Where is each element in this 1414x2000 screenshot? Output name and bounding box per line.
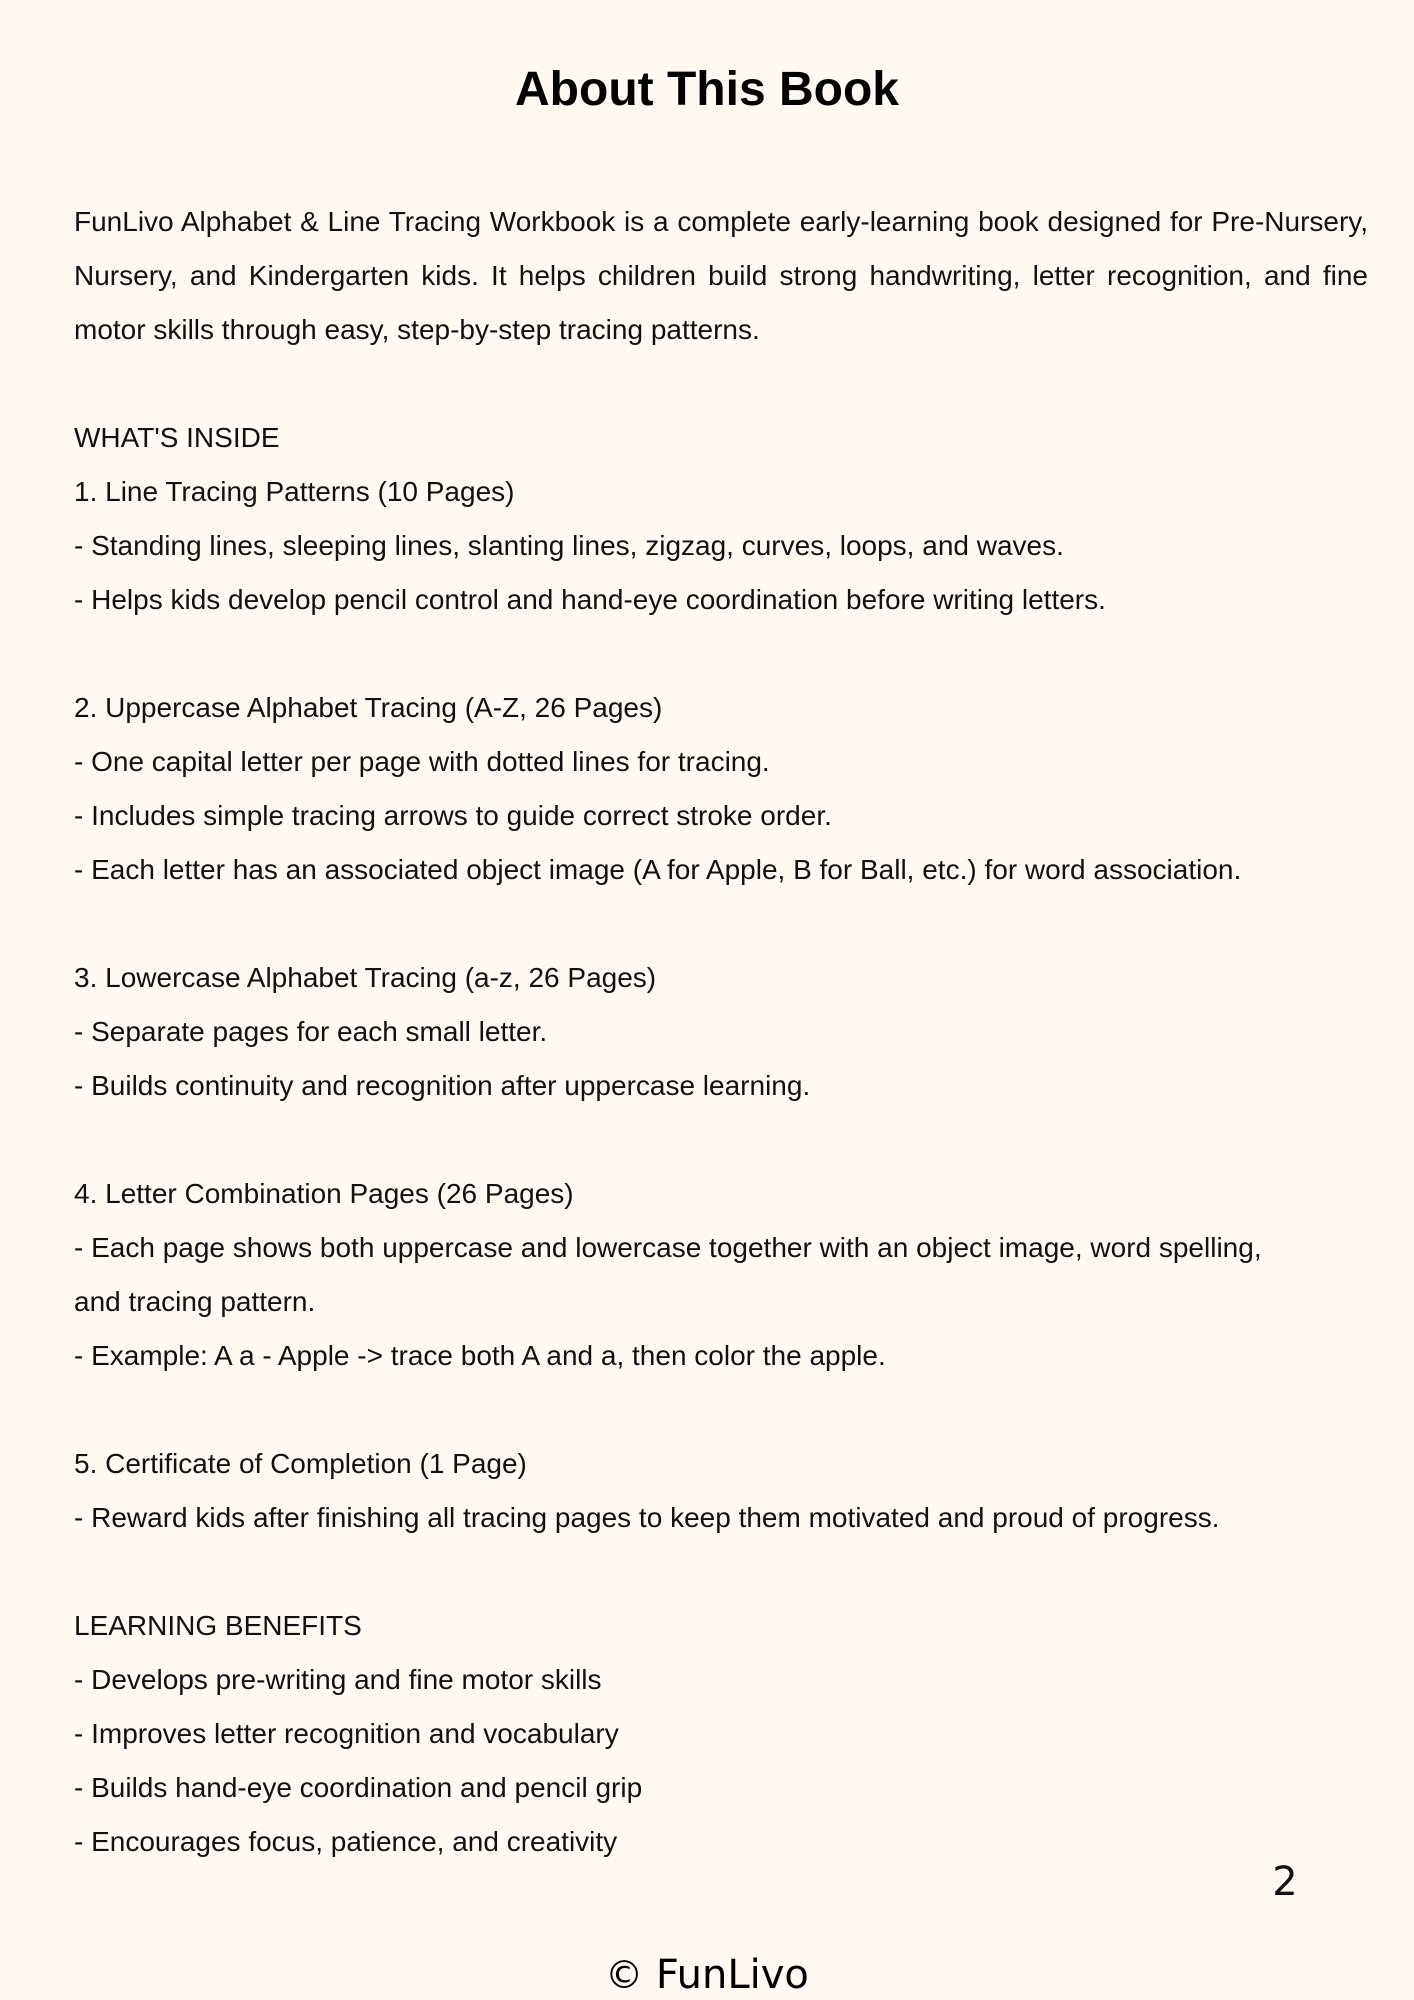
section-line: - Helps kids develop pencil control and hand-eye coordination before writing letters. (74, 584, 1106, 615)
section-letter-combination (74, 1167, 1368, 1383)
page-title: About This Book (515, 63, 899, 116)
page-content (74, 195, 1368, 1869)
section-title: 2. Uppercase Alphabet Tracing (A-Z, 26 Pages) (74, 692, 663, 723)
section-title: 3. Lowercase Alphabet Tracing (a-z, 26 Pages) (74, 962, 657, 993)
section-line: and tracing pattern. (74, 1286, 316, 1317)
section-line: - Each letter has an associated object image (A for Apple, B for Ball, etc.) for word association. (74, 854, 1242, 885)
section-line: - Standing lines, sleeping lines, slanting lines, zigzag, curves, loops, and waves. (74, 530, 1064, 561)
benefit-item: - Encourages focus, patience, and creativity (74, 1826, 618, 1857)
learning-benefits-section (74, 1599, 1368, 1869)
footer-copyright (0, 1950, 1414, 2000)
whats-inside-heading: WHAT'S INSIDE (74, 422, 280, 453)
section-uppercase-tracing (74, 681, 1368, 897)
whats-inside-section (74, 411, 1368, 1545)
section-lowercase-tracing (74, 951, 1368, 1113)
learning-benefits-heading: LEARNING BENEFITS (74, 1610, 362, 1641)
footer-brand: FunLivo (655, 1952, 809, 1998)
section-line: - Builds continuity and recognition after uppercase learning. (74, 1070, 811, 1101)
benefit-item: - Develops pre-writing and fine motor skills (74, 1664, 602, 1695)
section-line: - Each page shows both uppercase and lowercase together with an object image, word spelling, (74, 1232, 1262, 1263)
benefit-item: - Builds hand-eye coordination and pencil grip (74, 1772, 643, 1803)
page-number: 2 (1272, 1859, 1298, 1905)
section-title: 4. Letter Combination Pages (26 Pages) (74, 1178, 574, 1209)
section-line: - Includes simple tracing arrows to guide correct stroke order. (74, 800, 832, 831)
benefit-item: - Improves letter recognition and vocabulary (74, 1718, 619, 1749)
section-line: - Reward kids after finishing all tracing pages to keep them motivated and proud of progress. (74, 1502, 1220, 1533)
section-certificate (74, 1437, 1368, 1545)
section-title: 5. Certificate of Completion (1 Page) (74, 1448, 527, 1479)
section-line-tracing (74, 465, 1368, 627)
section-line: - Example: A a - Apple -> trace both A and a, then color the apple. (74, 1340, 886, 1371)
intro-paragraph: FunLivo Alphabet & Line Tracing Workbook is a complete early-learning book designed for Pre-Nursery, Nursery, and Kindergarten kids. It helps children build strong handwriting, letter recognition, and fine motor skills through easy, step-by-step tracing patterns. (74, 206, 1368, 345)
copyright-symbol: © (605, 1953, 644, 1997)
section-line: - One capital letter per page with dotted lines for tracing. (74, 746, 770, 777)
section-title: 1. Line Tracing Patterns (10 Pages) (74, 476, 515, 507)
section-line: - Separate pages for each small letter. (74, 1016, 548, 1047)
